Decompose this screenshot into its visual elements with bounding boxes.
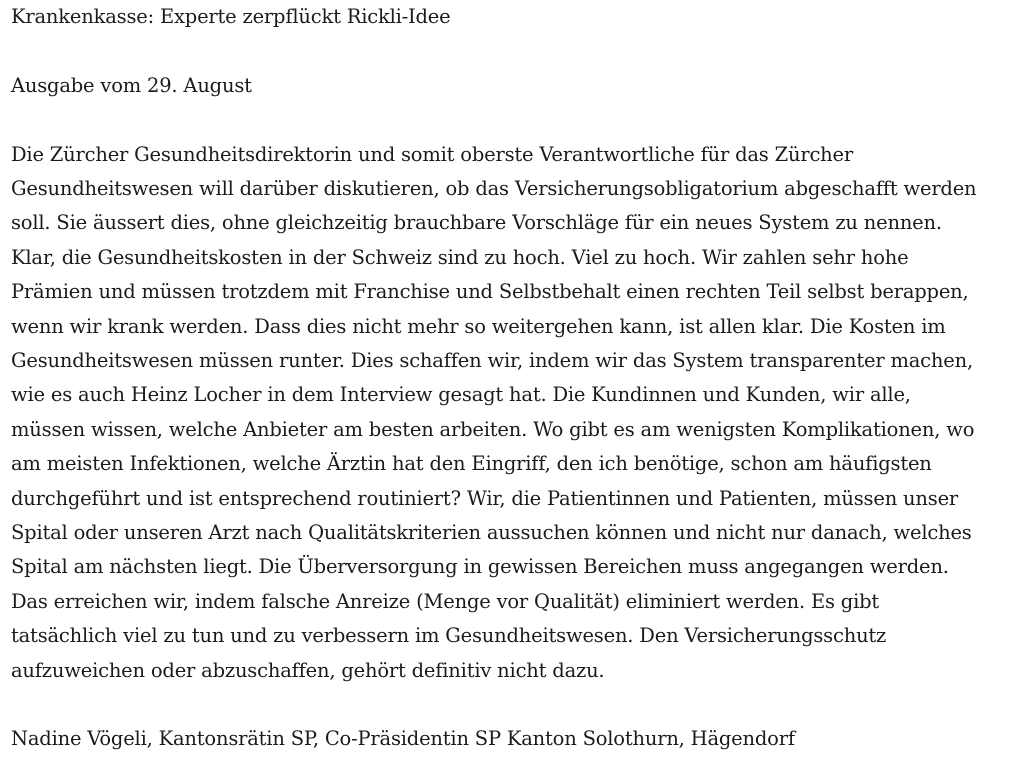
body-line: Klar, die Gesundheitskosten in der Schweiz sind zu hoch. Viel zu hoch. Wir zahlen sehr hohe [11,245,909,269]
letter-body [11,138,1021,689]
body-line: Gesundheitswesen müssen runter. Dies schaffen wir, indem wir das System transparenter machen, [11,349,973,373]
edition-date: Ausgabe vom 29. August [11,73,252,97]
spacer [11,688,1021,722]
letter-title: Krankenkasse: Experte zerpflückt Rickli-Idee [11,5,451,28]
body-line: Gesundheitswesen will darüber diskutieren, ob das Versicherungsobligatorium abgeschafft werden [11,177,977,200]
body-line: müssen wissen, welche Anbieter am besten arbeiten. Wo gibt es am wenigsten Komplikationen, wo [11,417,975,441]
body-line: Das erreichen wir, indem falsche Anreize (Menge vor Qualität) eliminiert werden. Es gibt [11,589,880,613]
body-line: durchgeführt und ist entsprechend routiniert? Wir, die Patientinnen und Patienten, müssen unser [11,486,959,510]
body-line: tatsächlich viel zu tun und zu verbessern im Gesundheitswesen. Den Versicherungsschutz [11,624,887,648]
body-line: am meisten Infektionen, welche Ärztin hat den Eingriff, den ich benötige, schon am häufigsten [11,452,932,476]
reader-letter [11,0,1021,757]
body-line: soll. Sie äussert dies, ohne gleichzeitig brauchbare Vorschläge für ein neues System zu nennen. [11,211,942,235]
signature: Nadine Vögeli, Kantonsrätin SP, Co-Präsidentin SP Kanton Solothurn, Hägendorf [11,727,795,751]
body-line: Spital am nächsten liegt. Die Überversorgung in gewissen Bereichen muss angegangen werden. [11,555,949,579]
body-line: Die Zürcher Gesundheitsdirektorin und somit oberste Verantwortliche für das Zürcher [11,142,853,166]
spacer [11,34,1021,68]
body-line: aufzuweichen oder abzuschaffen, gehört definitiv nicht dazu. [11,658,605,682]
body-line: wenn wir krank werden. Dass dies nicht mehr so weitergehen kann, ist allen klar. Die Kosten im [11,314,946,338]
body-line: Prämien und müssen trotzdem mit Franchise und Selbstbehalt einen rechten Teil selbst berappen, [11,280,969,304]
body-line: Spital oder unseren Arzt nach Qualitätskriterien aussuchen können und nicht nur danach, welches [11,521,972,545]
spacer [11,103,1021,137]
body-line: wie es auch Heinz Locher in dem Interview gesagt hat. Die Kundinnen und Kunden, wir alle, [11,383,911,407]
